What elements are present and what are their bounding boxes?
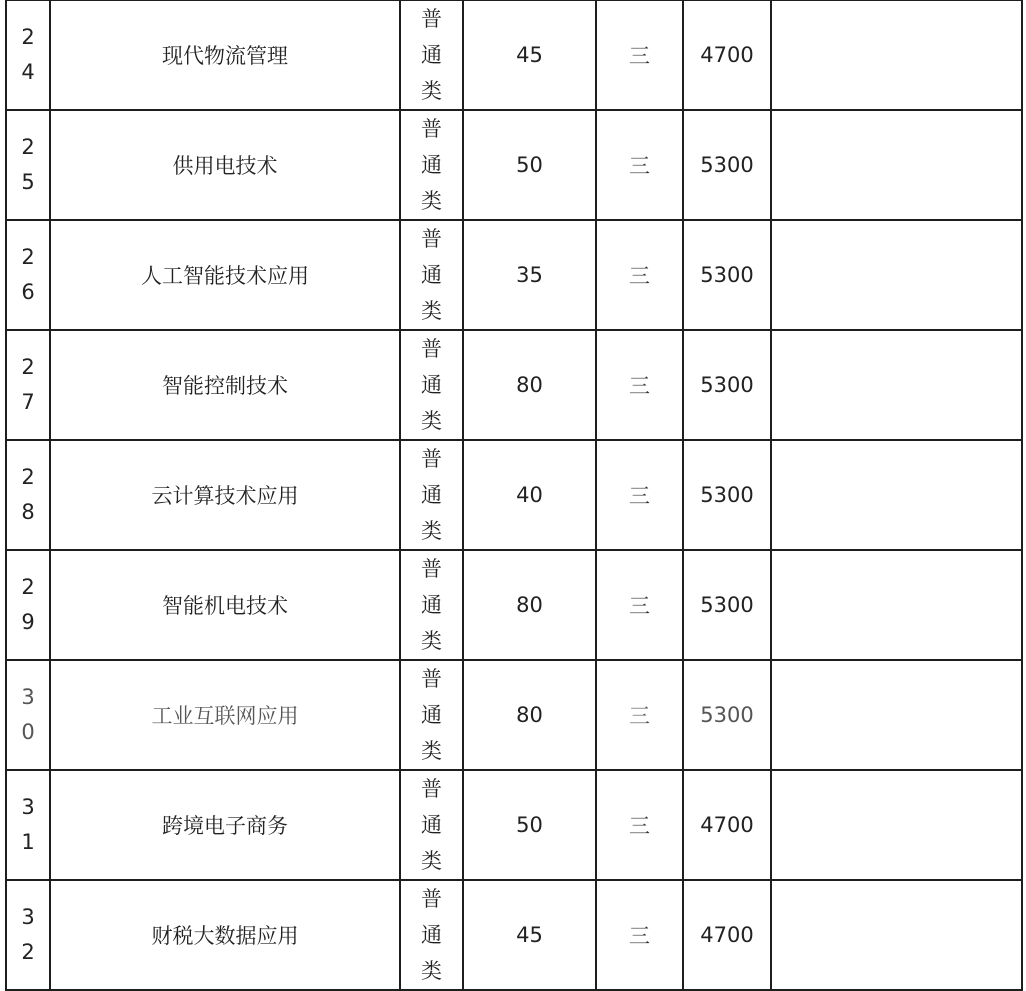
row-number: 32 xyxy=(21,905,35,964)
category-cell xyxy=(400,220,463,330)
table-row xyxy=(6,330,1022,440)
category: 普通类 xyxy=(421,557,442,653)
years-cell: 三 xyxy=(596,550,683,660)
major-name-cell: 人工智能技术应用 xyxy=(50,220,400,330)
tuition-cell: 5300 xyxy=(683,220,771,330)
years-cell: 三 xyxy=(596,0,683,110)
note-cell xyxy=(771,440,1022,550)
note-cell xyxy=(771,880,1022,990)
quota-cell: 40 xyxy=(463,440,596,550)
note-cell xyxy=(771,770,1022,880)
row-number: 26 xyxy=(21,245,35,304)
years-cell: 三 xyxy=(596,110,683,220)
table-row xyxy=(6,0,1022,110)
tuition-cell: 4700 xyxy=(683,880,771,990)
table-row xyxy=(6,770,1022,880)
table-row xyxy=(6,110,1022,220)
row-number-cell xyxy=(6,880,50,990)
tuition-cell: 5300 xyxy=(683,440,771,550)
major-name-cell: 供用电技术 xyxy=(50,110,400,220)
category-cell xyxy=(400,660,463,770)
table-row xyxy=(6,550,1022,660)
note-cell xyxy=(771,110,1022,220)
major-name-cell: 智能机电技术 xyxy=(50,550,400,660)
quota-cell: 80 xyxy=(463,330,596,440)
quota-cell: 50 xyxy=(463,110,596,220)
row-number-cell xyxy=(6,770,50,880)
major-name-cell: 云计算技术应用 xyxy=(50,440,400,550)
row-number-cell xyxy=(6,110,50,220)
quota-cell: 80 xyxy=(463,550,596,660)
years-cell: 三 xyxy=(596,440,683,550)
tuition-cell: 4700 xyxy=(683,770,771,880)
quota-cell: 50 xyxy=(463,770,596,880)
row-number: 25 xyxy=(21,135,35,194)
category-cell xyxy=(400,880,463,990)
note-cell xyxy=(771,550,1022,660)
table-row xyxy=(6,660,1022,770)
row-number: 28 xyxy=(21,465,35,524)
note-cell xyxy=(771,660,1022,770)
tuition-cell: 5300 xyxy=(683,110,771,220)
quota-cell: 35 xyxy=(463,220,596,330)
tuition-cell: 5300 xyxy=(683,330,771,440)
category-cell xyxy=(400,0,463,110)
note-cell xyxy=(771,220,1022,330)
row-number: 27 xyxy=(21,355,35,414)
category: 普通类 xyxy=(421,7,442,103)
category: 普通类 xyxy=(421,227,442,323)
table-row xyxy=(6,880,1022,990)
category-cell xyxy=(400,550,463,660)
row-number-cell xyxy=(6,660,50,770)
tuition-cell: 4700 xyxy=(683,0,771,110)
category: 普通类 xyxy=(421,117,442,213)
years-cell: 三 xyxy=(596,880,683,990)
category: 普通类 xyxy=(421,777,442,873)
years-cell: 三 xyxy=(596,220,683,330)
years-cell: 三 xyxy=(596,660,683,770)
category: 普通类 xyxy=(421,887,442,983)
row-number-cell xyxy=(6,0,50,110)
major-name-cell: 工业互联网应用 xyxy=(50,660,400,770)
tuition-cell: 5300 xyxy=(683,660,771,770)
row-number: 24 xyxy=(21,25,35,84)
quota-cell: 80 xyxy=(463,660,596,770)
category: 普通类 xyxy=(421,337,442,433)
quota-cell: 45 xyxy=(463,0,596,110)
row-number-cell xyxy=(6,330,50,440)
majors-table xyxy=(5,0,1023,991)
table-row xyxy=(6,440,1022,550)
major-name-cell: 财税大数据应用 xyxy=(50,880,400,990)
note-cell xyxy=(771,330,1022,440)
category-cell xyxy=(400,440,463,550)
years-cell: 三 xyxy=(596,330,683,440)
row-number-cell xyxy=(6,440,50,550)
major-name-cell: 现代物流管理 xyxy=(50,0,400,110)
row-number: 31 xyxy=(21,795,35,854)
category-cell xyxy=(400,770,463,880)
major-name-cell: 智能控制技术 xyxy=(50,330,400,440)
note-cell xyxy=(771,0,1022,110)
row-number: 30 xyxy=(21,685,35,744)
row-number-cell xyxy=(6,220,50,330)
years-cell: 三 xyxy=(596,770,683,880)
major-name-cell: 跨境电子商务 xyxy=(50,770,400,880)
category-cell xyxy=(400,110,463,220)
tuition-cell: 5300 xyxy=(683,550,771,660)
table-row xyxy=(6,220,1022,330)
category-cell xyxy=(400,330,463,440)
table-body xyxy=(6,0,1022,990)
row-number: 29 xyxy=(21,575,35,634)
row-number-cell xyxy=(6,550,50,660)
category: 普通类 xyxy=(421,667,442,763)
category: 普通类 xyxy=(421,447,442,543)
quota-cell: 45 xyxy=(463,880,596,990)
